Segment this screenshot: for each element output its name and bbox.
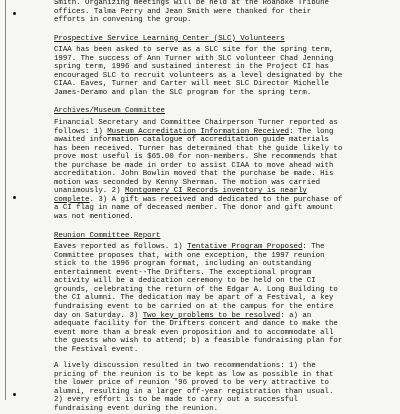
binder-hole-icon xyxy=(13,393,16,396)
archives-text: . 3) A gift was received and dedicated to the purchase of a CI flag in name of deceased member. The donor and gift amount was not mentioned. xyxy=(54,195,343,222)
reunion-text: : The Committee proposes that, with one exception, the 1997 reunion stick to the 1996 program format, including an outstanding entertainment event--The Drifters. The exceptional program activity will be a dedication ceremony to be held on the CI grounds, celebrating the return of the Edgar A. Long Building to the CI alumni. The dedication may be apart of a Festival, a key fundraising event to be carried on at the campus for the entire day on Saturday. 3) xyxy=(54,243,338,320)
binder-hole-icon xyxy=(13,12,16,15)
reunion-item-problems: Two key problems to be resolved xyxy=(142,311,281,320)
recommendations-paragraph: A lively discussion resulted in two recommendations: 1) the pricing of the reunion is to be kept as low as possible in that the lower price of reunion '96 proved to be very attractive to alumni, resulting in a larger off-year registration than usual. 2) every effort is to be made to carry out a successful fundraising event during the reunion. xyxy=(54,362,334,413)
archives-item-inventory: Montgomery CI Records inventory is nearly complete xyxy=(54,187,307,204)
heading-archives-museum: Archives/Museum Committee xyxy=(54,107,165,116)
archives-text: : The long awaited information catalogue of accreditation guide materials has been received. Turner has determined that the guide likely to prove most useful is $65.00 for non-members. She recommends that the purchase be made in order to assist CIAA to move ahead with accreditation. John Bowlin moved that the purchase be made. His motion was seconded by Kenny Sherman. The motion was carried unanimously. 2) xyxy=(54,127,343,196)
reunion-text: Eaves reported as follows. 1) xyxy=(54,243,188,252)
reunion-text: : a) an adequate facility for the Drifters concert and dance to make the event more than a break even proposition and to accommodate all the guests who wish to attend; b) a feasible fundraising plan for the Festival event. xyxy=(54,311,343,354)
heading-reunion-committee: Reunion Committee Report xyxy=(54,231,161,240)
reunion-paragraph xyxy=(54,243,390,354)
archives-item-accreditation: Museum Accreditation Information Received xyxy=(107,127,290,136)
reunion-item-program: Tentative Program Proposed xyxy=(187,243,303,252)
archives-text: Financial Secretary and Committee Chairperson Turner reported as follows: 1) xyxy=(54,119,338,136)
opening-paragraph: Smith. Organizing meetings will be held at the Roanoke Tribune offices. Talma Perry and Jean Smith were thanked for their efforts in convening the group. xyxy=(54,0,329,25)
binder-hole-icon xyxy=(13,196,16,199)
page-edge-line xyxy=(5,0,6,400)
slc-paragraph: CIAA has been asked to serve as a SLC site for the spring term, 1997. The success of Ann Turner with SLC volunteer Chad Jenning spring term, 1996 and sustained interest in the Project CI has encouraged SLC to recruit volunteers as a level designated by the CIAA. Eaves, Turner and Carter will meet SLC Director Michelle James-Deramo and plan the SLC program for the spring term. xyxy=(54,46,343,97)
heading-slc-volunteers: Prospective Service Learning Center (SLC) Volunteers xyxy=(54,34,285,43)
archives-paragraph xyxy=(54,119,390,222)
document-body xyxy=(54,0,390,414)
